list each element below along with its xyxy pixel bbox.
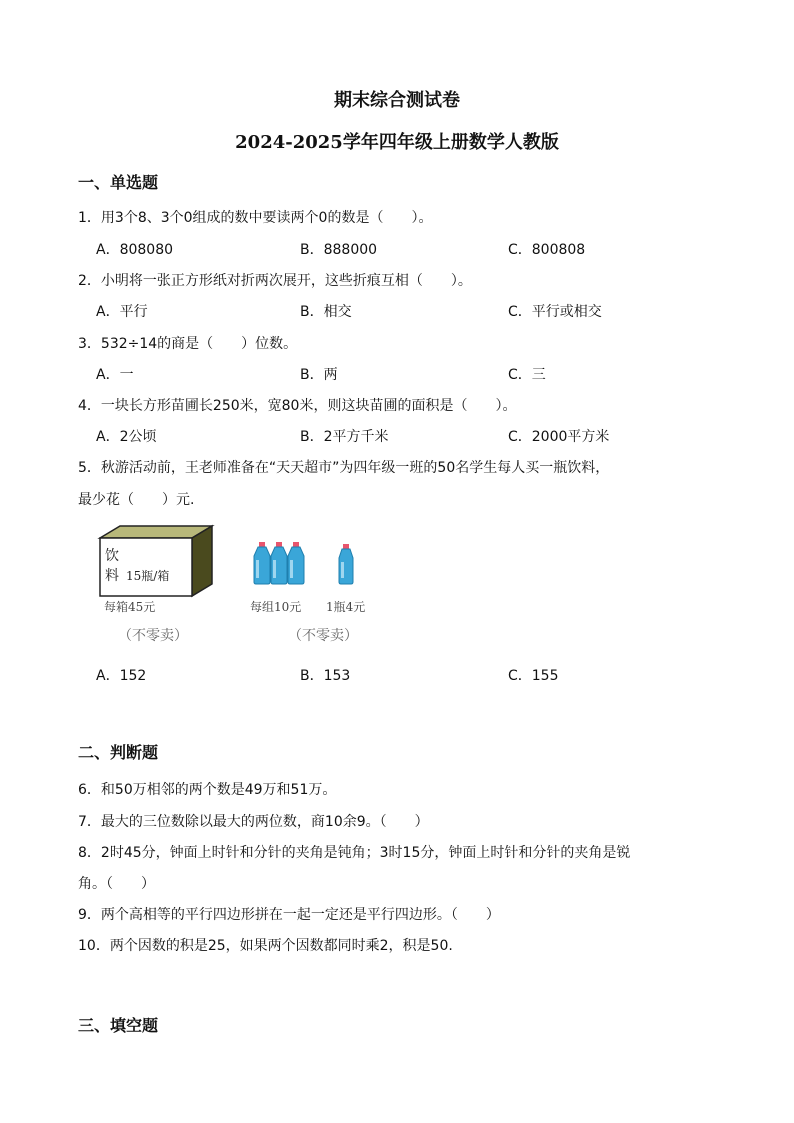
single-bottle-icon [339, 544, 353, 584]
group-price-label: 每组10元 [250, 600, 302, 614]
question-4-option-c: C．2000平方米 [508, 429, 610, 445]
question-5-line-2: 最少花（ ）元. [78, 492, 195, 508]
question-8-line-2: 角。（ ） [78, 876, 155, 892]
question-5-option-c: C．155 [508, 668, 559, 684]
question-2-option-a: A．平行 [96, 304, 148, 320]
drink-box-side [192, 526, 212, 596]
question-6: 6．和50万相邻的两个数是49万和51万。 [78, 782, 337, 798]
question-4-option-b: B．2平方千米 [300, 429, 389, 445]
group-no-retail-note: （不零卖） [288, 628, 358, 644]
question-1-option-c: C．800808 [508, 242, 586, 258]
box-price-label: 每箱45元 [104, 600, 156, 614]
question-3-option-b: B．两 [300, 367, 338, 383]
section-heading-fill-blank: 三、填空题 [78, 1016, 159, 1035]
question-3-option-c: C．三 [508, 367, 546, 383]
page-title: 期末综合测试卷 [334, 90, 460, 111]
question-1-option-b: B．888000 [300, 242, 378, 258]
section-heading-single-choice: 一、单选题 [78, 173, 159, 192]
question-2-option-c: C．平行或相交 [508, 304, 602, 320]
bottle-group-icon [254, 542, 304, 584]
question-4-option-a: A．2公顷 [96, 429, 157, 445]
question-5-option-a: A．152 [96, 668, 147, 684]
page-subtitle: 2024-2025学年四年级上册数学人教版 [235, 132, 559, 153]
question-2-option-b: B．相交 [300, 304, 352, 320]
question-5-line-1: 5．秋游活动前，王老师准备在“天天超市”为四年级一班的50名学生每人买一瓶饮料， [78, 460, 610, 476]
box-no-retail-note: （不零卖） [118, 628, 188, 644]
question-3-option-a: A．一 [96, 367, 134, 383]
drink-box-label-3: 15瓶/箱 [126, 569, 170, 583]
question-2: 2．小明将一张正方形纸对折两次展开，这些折痕互相（ ）。 [78, 273, 472, 289]
question-9: 9．两个高相等的平行四边形拼在一起一定还是平行四边形。（ ） [78, 907, 500, 923]
question-1-option-a: A．808080 [96, 242, 174, 258]
question-5-figure [96, 522, 396, 650]
question-4: 4．一块长方形苗圃长250米，宽80米，则这块苗圃的面积是（ ）。 [78, 398, 517, 414]
question-10: 10．两个因数的积是25，如果两个因数都同时乘2，积是50. [78, 938, 453, 954]
question-1: 1．用3个8、3个0组成的数中要读两个0的数是（ ）。 [78, 210, 433, 226]
section-heading-true-false: 二、判断题 [78, 743, 159, 762]
question-7: 7．最大的三位数除以最大的两位数，商10余9。（ ） [78, 814, 429, 830]
single-price-label: 1瓶4元 [326, 600, 366, 614]
drink-box-label-1: 饮 [105, 548, 119, 564]
drink-box-label-2: 料 [105, 568, 119, 584]
question-8-line-1: 8．2时45分，钟面上时针和分针的夹角是钝角；3时15分，钟面上时针和分针的夹角是锐 [78, 845, 631, 861]
question-5-option-b: B．153 [300, 668, 351, 684]
question-3: 3．532÷14的商是（ ）位数。 [78, 336, 298, 352]
